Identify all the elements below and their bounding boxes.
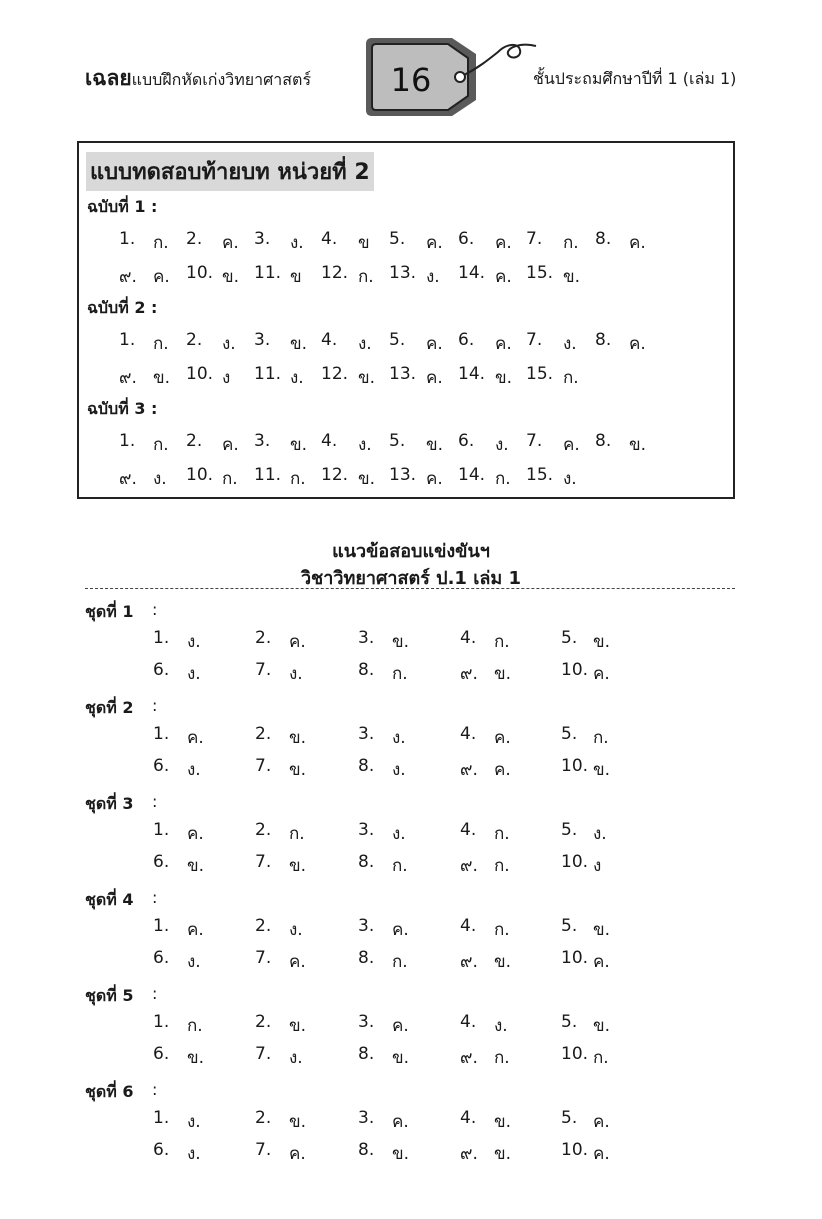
answer-choice: ข. [593,632,611,652]
set-label: ชุดที่ 1 [85,602,134,621]
question-number: 6. [153,1140,170,1160]
set-label: ชุดที่ 2 [85,698,134,717]
answer-choice: ก. [187,1016,203,1036]
page-number: 16 [390,61,432,99]
question-number: 7. [255,660,272,680]
set-label: ชุดที่ 3 [85,794,134,813]
answer-choice: ค. [222,233,239,253]
answer-choice: ง. [593,824,607,844]
question-number: 8. [595,229,612,249]
answer-choice: ก. [494,920,510,940]
answer-choice: ก. [290,469,306,489]
question-number: 1. [153,916,170,936]
answer-choice: ค. [153,267,170,287]
question-number: 10. [561,948,589,968]
question-number: ๙. [460,760,478,780]
answer-choice: ข. [187,1048,205,1068]
set-colon: : [152,888,158,907]
question-number: 8. [358,1044,375,1064]
answer-choice: ข. [289,1016,307,1036]
question-number: 15. [526,364,554,384]
answer-choice: ข. [494,1144,512,1164]
question-number: 3. [358,724,375,744]
question-number: 4. [321,330,338,350]
question-number: 5. [561,628,578,648]
answer-choice: ง. [392,728,406,748]
question-number: 6. [153,948,170,968]
answer-choice: ก. [358,267,374,287]
question-number: 10. [561,1044,589,1064]
answer-choice: ง. [563,334,577,354]
answer-choice: ข. [187,856,205,876]
answer-choice: ข. [494,952,512,972]
question-number: 14. [458,364,486,384]
question-number: ๙. [460,1144,478,1164]
question-number: 5. [561,1012,578,1032]
question-number: 1. [119,431,136,451]
answer-choice: ง. [289,664,303,684]
answer-choice: ข. [495,368,513,388]
set-colon: : [152,600,158,619]
question-number: 1. [153,1012,170,1032]
answer-choice: ง. [187,1144,201,1164]
answer-choice: ข. [290,435,308,455]
question-number: 6. [153,852,170,872]
answer-choice: ค. [426,469,443,489]
question-number: 12. [321,364,349,384]
question-number: 7. [255,1140,272,1160]
answer-choice: ก. [392,952,408,972]
question-number: 10. [561,756,589,776]
question-number: 7. [526,431,543,451]
answer-choice: ค. [289,632,306,652]
page-header [0,0,822,130]
answer-choice: ข. [426,435,444,455]
answer-choice: ง. [187,760,201,780]
question-number: 5. [389,229,406,249]
question-number: 3. [358,628,375,648]
version-label: ฉบับที่ 1 : [87,197,158,216]
answer-choice: ง. [290,233,304,253]
answer-choice: ก. [153,334,169,354]
question-number: 6. [153,660,170,680]
answer-choice: ค. [426,233,443,253]
book-title [85,62,311,95]
question-number: 8. [358,948,375,968]
answer-choice: ค. [222,435,239,455]
answer-choice: ง. [494,1016,508,1036]
set-label: ชุดที่ 4 [85,890,134,909]
answer-choice: ข. [494,664,512,684]
question-number: 5. [561,1108,578,1128]
question-number: 4. [460,628,477,648]
question-number: 7. [526,229,543,249]
answer-choice: ง. [222,334,236,354]
grade-label: ชั้นประถมศึกษาปีที่ 1 (เล่ม 1) [533,69,737,88]
question-number: 12. [321,263,349,283]
answer-choice: ข. [593,920,611,940]
question-number: 1. [153,820,170,840]
answer-choice: ค. [593,1144,610,1164]
answer-choice: ค. [289,1144,306,1164]
question-number: 3. [254,229,271,249]
answer-choice: ข [290,267,302,287]
answer-choice: ก. [153,435,169,455]
question-number: 3. [358,1012,375,1032]
question-number: 1. [153,628,170,648]
question-number: 10. [561,660,589,680]
question-number: 3. [358,820,375,840]
answer-choice: ง [222,368,231,388]
answer-choice: ค. [494,728,511,748]
question-number: 1. [119,229,136,249]
question-number: 4. [460,916,477,936]
question-number: 6. [153,1044,170,1064]
unit-test-title: แบบทดสอบท้ายบท หน่วยที่ 2 [86,152,374,191]
answer-choice: ข. [392,1048,410,1068]
question-number: 1. [119,330,136,350]
answer-choice: ง. [290,368,304,388]
question-number: 5. [561,724,578,744]
answer-choice: ค. [392,1016,409,1036]
answer-choice: ข. [289,760,307,780]
question-number: 11. [254,364,282,384]
question-number: 3. [358,916,375,936]
question-number: ๙. [460,664,478,684]
question-number: ๙. [460,952,478,972]
answer-choice: ง. [358,435,372,455]
question-number: 2. [186,431,203,451]
question-number: 4. [460,1108,477,1128]
answer-choice: ข. [494,1112,512,1132]
question-number: 7. [255,756,272,776]
version-label: ฉบับที่ 2 : [87,298,158,317]
question-number: 3. [358,1108,375,1128]
answer-choice: ค. [629,334,646,354]
answer-choice: ง. [426,267,440,287]
question-number: 10. [186,364,214,384]
set-colon: : [152,792,158,811]
question-number: 15. [526,263,554,283]
answer-choice: ก. [494,824,510,844]
answer-choice: ค. [593,1112,610,1132]
set-colon: : [152,1080,158,1099]
answer-choice: ข. [563,267,581,287]
answer-choice: ก. [495,469,511,489]
question-number: 4. [460,1012,477,1032]
answer-choice: ก. [392,856,408,876]
question-number: 2. [255,724,272,744]
question-number: 2. [255,916,272,936]
answer-choice: ข. [289,728,307,748]
question-number: 5. [561,916,578,936]
answer-choice: ข. [392,632,410,652]
answer-choice: ง. [563,469,577,489]
answer-choice: ง [593,856,602,876]
answer-choice: ก. [593,1048,609,1068]
question-number: 14. [458,465,486,485]
question-number: 4. [460,820,477,840]
answer-choice: ค. [495,267,512,287]
answer-choice: ง. [495,435,509,455]
answer-choice: ง. [187,632,201,652]
answer-choice: ค. [392,920,409,940]
answer-choice: ข. [392,1144,410,1164]
question-number: 8. [595,330,612,350]
answer-choice: ค. [593,952,610,972]
question-number: 10. [561,1140,589,1160]
answer-choice: ค. [187,728,204,748]
set-label: ชุดที่ 6 [85,1082,134,1101]
answer-choice: ค. [593,664,610,684]
answer-choice: ค. [494,760,511,780]
question-number: 2. [255,820,272,840]
competition-title: แนวข้อสอบแข่งขันฯ [332,541,490,562]
question-number: 7. [255,852,272,872]
answer-choice: ก. [494,1048,510,1068]
question-number: 8. [358,756,375,776]
answer-choice: ง. [392,824,406,844]
answer-choice: ข. [358,469,376,489]
question-number: 7. [255,948,272,968]
answer-choice: ค. [187,920,204,940]
answer-choice: ค. [495,334,512,354]
answer-choice: ค. [289,952,306,972]
question-number: 11. [254,263,282,283]
answer-choice: ก. [392,664,408,684]
set-colon: : [152,984,158,1003]
answer-choice: ค. [426,368,443,388]
answer-choice: ก. [593,728,609,748]
answer-choice: ค. [563,435,580,455]
answer-choice: ข. [593,1016,611,1036]
question-number: 13. [389,263,417,283]
question-number: 6. [458,330,475,350]
question-number: 2. [255,628,272,648]
question-number: ๙. [119,368,137,388]
answer-choice: ข. [289,1112,307,1132]
answer-choice: ข. [289,856,307,876]
question-number: 2. [255,1012,272,1032]
question-number: 8. [595,431,612,451]
question-number: 5. [389,330,406,350]
question-number: 10. [186,263,214,283]
question-number: 8. [358,660,375,680]
question-number: 11. [254,465,282,485]
answer-choice: ก. [153,233,169,253]
question-number: 8. [358,1140,375,1160]
answer-choice: ง. [358,334,372,354]
question-number: 7. [255,1044,272,1064]
answer-choice: ค. [495,233,512,253]
question-number: ๙. [119,267,137,287]
answer-choice: ง. [289,1048,303,1068]
question-number: 4. [460,724,477,744]
unit-test-box [77,141,735,499]
question-number: 1. [153,1108,170,1128]
answer-choice: ก. [494,632,510,652]
answer-choice: ค. [426,334,443,354]
question-number: 12. [321,465,349,485]
book-title-rest: แบบฝึกหัดเก่งวิทยาศาสตร์ [131,70,312,89]
question-number: 15. [526,465,554,485]
answer-choice: ข. [358,368,376,388]
answer-choice: ข. [629,435,647,455]
question-number: 6. [458,431,475,451]
question-number: 4. [321,431,338,451]
competition-subtitle: วิชาวิทยาศาสตร์ ป.1 เล่ม 1 [300,568,522,589]
answer-choice: ค. [392,1112,409,1132]
question-number: 5. [389,431,406,451]
question-number: 10. [561,852,589,872]
answer-choice: ข. [153,368,171,388]
question-number: 2. [186,330,203,350]
answer-choice: ง. [187,1112,201,1132]
question-number: 3. [254,330,271,350]
answer-choice: ง. [289,920,303,940]
question-number: 14. [458,263,486,283]
question-number: 6. [458,229,475,249]
set-label: ชุดที่ 5 [85,986,134,1005]
answer-choice: ค. [187,824,204,844]
answer-choice: ก. [563,233,579,253]
answer-choice: ข [358,233,370,253]
answer-choice: ค. [629,233,646,253]
answer-choice: ง. [392,760,406,780]
answer-choice: ง. [153,469,167,489]
question-number: 1. [153,724,170,744]
question-number: 3. [254,431,271,451]
question-number: 7. [526,330,543,350]
question-number: 10. [186,465,214,485]
answer-choice: ก. [494,856,510,876]
answer-choice: ง. [187,952,201,972]
set-colon: : [152,696,158,715]
dashed-divider [85,588,735,589]
book-title-bold: เฉลย [85,66,132,90]
question-number: 13. [389,364,417,384]
question-number: 5. [561,820,578,840]
question-number: ๙. [119,469,137,489]
question-number: ๙. [460,856,478,876]
answer-choice: ข. [593,760,611,780]
question-number: 8. [358,852,375,872]
answer-choice: ก. [289,824,305,844]
question-number: 6. [153,756,170,776]
answer-choice: ข. [290,334,308,354]
answer-choice: ก. [222,469,238,489]
question-number: 13. [389,465,417,485]
question-number: ๙. [460,1048,478,1068]
answer-choice: ก. [563,368,579,388]
question-number: 2. [186,229,203,249]
question-number: 2. [255,1108,272,1128]
version-label: ฉบับที่ 3 : [87,399,158,418]
question-number: 4. [321,229,338,249]
answer-choice: ข. [222,267,240,287]
answer-choice: ง. [187,664,201,684]
